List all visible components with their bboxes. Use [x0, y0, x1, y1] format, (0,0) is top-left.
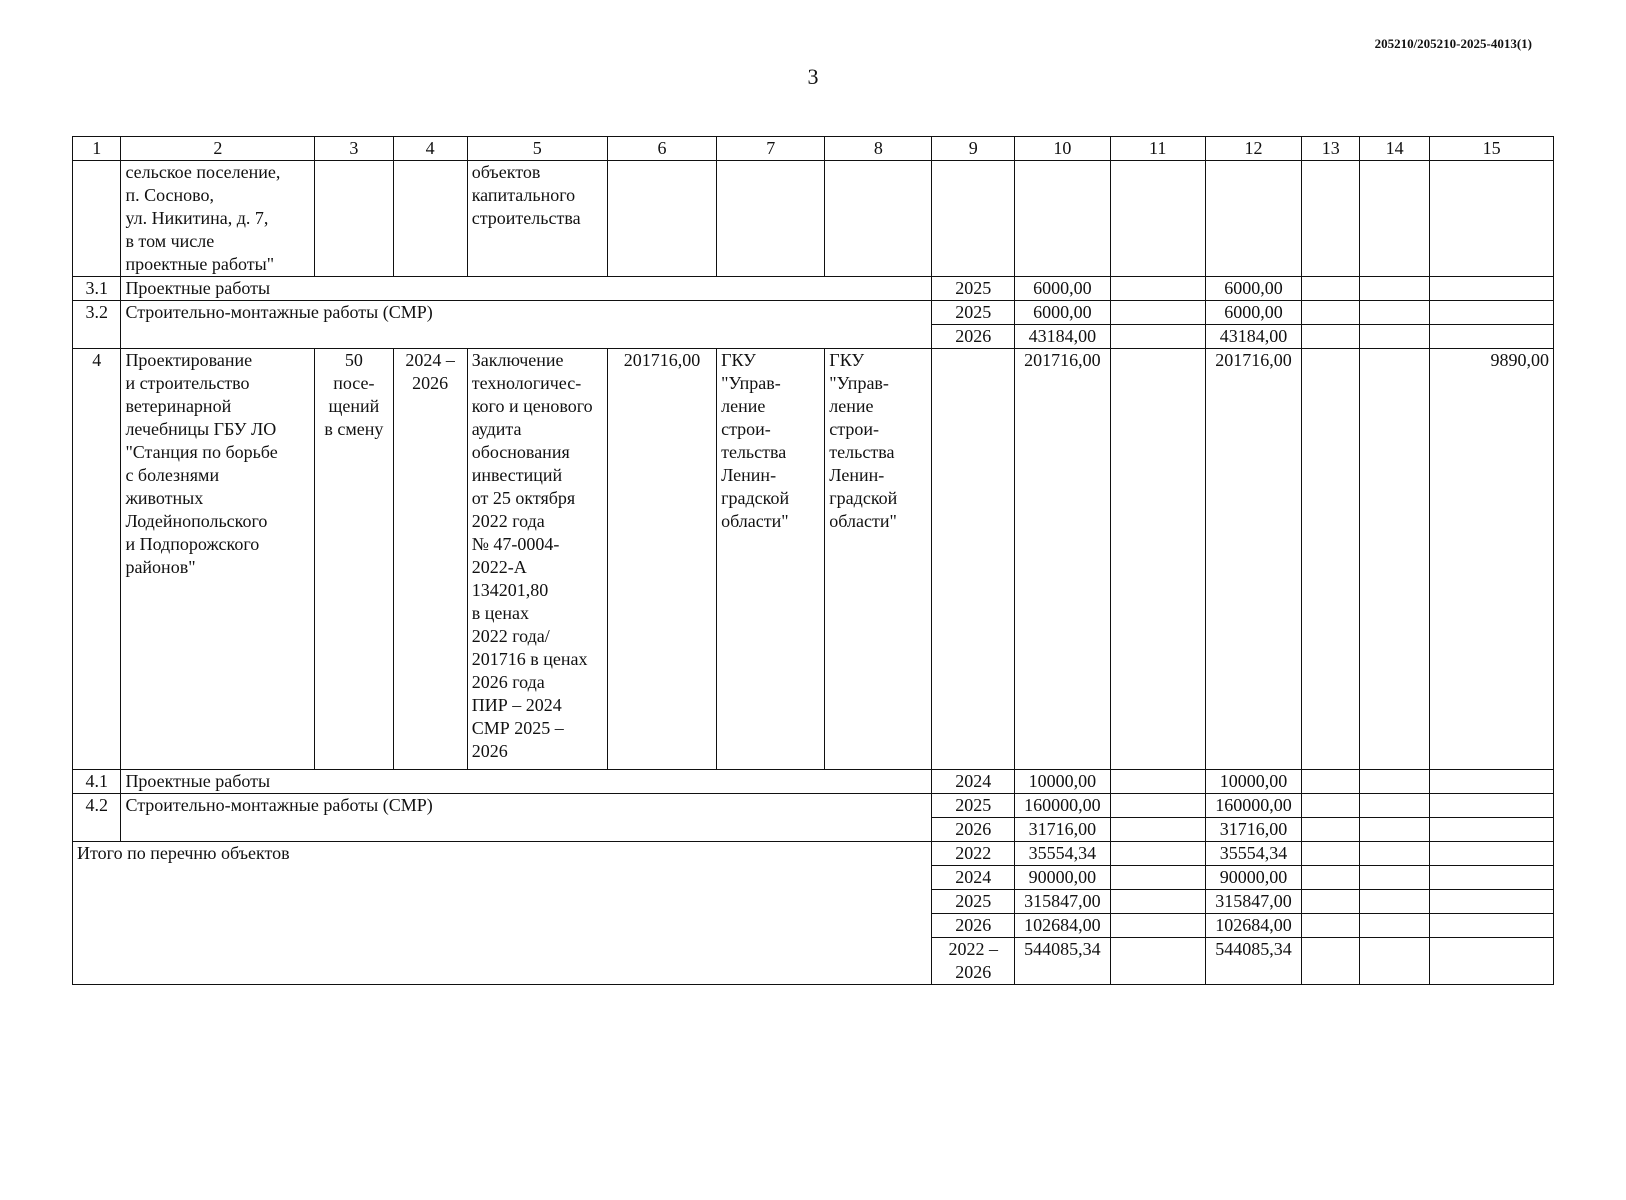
amount-cell: 544085,34	[1205, 938, 1302, 985]
amount-cell: 10000,00	[1014, 770, 1110, 794]
amount-cell: 31716,00	[1014, 818, 1110, 842]
amount-cell: 31716,00	[1205, 818, 1302, 842]
col-header: 12	[1205, 137, 1302, 161]
col-header: 11	[1110, 137, 1205, 161]
row-label: Проектные работы	[121, 770, 932, 794]
table-row	[73, 301, 1554, 325]
document-id: 205210/205210-2025-4013(1)	[1374, 36, 1532, 51]
row-number: 3.2	[73, 301, 121, 349]
amount-cell: 201716,00	[1205, 349, 1302, 770]
amount-cell: 43184,00	[1205, 325, 1302, 349]
col-header: 15	[1430, 137, 1554, 161]
amount-cell: 315847,00	[1205, 890, 1302, 914]
amount-cell: 35554,34	[1205, 842, 1302, 866]
col-header: 3	[315, 137, 393, 161]
amount-cell: 10000,00	[1205, 770, 1302, 794]
year-cell: 2026	[932, 914, 1014, 938]
col-header: 9	[932, 137, 1014, 161]
amount-cell: 6000,00	[1205, 301, 1302, 325]
developer-cell: ГКУ "Управ- ление строи- тельства Ленин- градской области"	[825, 349, 932, 770]
capacity-cell: 50 посе- щений в смену	[315, 349, 393, 770]
col-header: 4	[393, 137, 467, 161]
year-cell: 2025	[932, 890, 1014, 914]
col-header: 6	[607, 137, 716, 161]
cost-cell: 201716,00	[607, 349, 716, 770]
amount-cell: 9890,00	[1430, 349, 1554, 770]
row-number: 4	[73, 349, 121, 770]
amount-cell: 201716,00	[1014, 349, 1110, 770]
object-row	[73, 349, 1554, 770]
continuation-row	[73, 161, 1554, 277]
customer-cell: ГКУ "Управ- ление строи- тельства Ленин- градской области"	[717, 349, 825, 770]
period-cell: 2024 – 2026	[393, 349, 467, 770]
amount-cell: 6000,00	[1014, 301, 1110, 325]
col-header: 1	[73, 137, 121, 161]
total-row	[73, 842, 1554, 866]
year-cell: 2022	[932, 842, 1014, 866]
row-number: 4.1	[73, 770, 121, 794]
amount-cell: 160000,00	[1205, 794, 1302, 818]
col-header: 13	[1302, 137, 1360, 161]
year-cell: 2024	[932, 866, 1014, 890]
row-label: Строительно-монтажные работы (СМР)	[121, 301, 932, 349]
amount-cell: 6000,00	[1014, 277, 1110, 301]
total-label: Итого по перечню объектов	[73, 842, 932, 985]
amount-cell: 90000,00	[1205, 866, 1302, 890]
object-name: Проектирование и строительство ветеринарной лечебницы ГБУ ЛО "Станция по борьбе с болезнями животных Лодейнопольского и Подпорожского районов"	[121, 349, 315, 770]
row-label: Строительно-монтажные работы (СМР)	[121, 794, 932, 842]
page-number: 3	[807, 64, 819, 89]
year-cell: 2026	[932, 818, 1014, 842]
year-cell: 2026	[932, 325, 1014, 349]
basis-cont: объектов капитального строительства	[467, 161, 607, 277]
amount-cell: 35554,34	[1014, 842, 1110, 866]
row-number: 3.1	[73, 277, 121, 301]
amount-cell: 160000,00	[1014, 794, 1110, 818]
col-header: 14	[1360, 137, 1430, 161]
objects-table	[72, 136, 1554, 985]
year-cell: 2025	[932, 301, 1014, 325]
table-row	[73, 277, 1554, 301]
table-row	[73, 770, 1554, 794]
col-header: 2	[121, 137, 315, 161]
table-row	[73, 794, 1554, 818]
amount-cell: 315847,00	[1014, 890, 1110, 914]
header-row	[73, 137, 1554, 161]
amount-cell: 90000,00	[1014, 866, 1110, 890]
amount-cell: 102684,00	[1205, 914, 1302, 938]
amount-cell: 6000,00	[1205, 277, 1302, 301]
col-header: 8	[825, 137, 932, 161]
amount-cell: 102684,00	[1014, 914, 1110, 938]
year-cell: 2025	[932, 794, 1014, 818]
basis-cell: Заключение технологичес- кого и ценового аудита обоснования инвестиций от 25 октября 2022 года № 47-0004- 2022-А 134201,80 в ценах 2022 года/ 201716 в ценах 2026 года ПИР – 2024 СМР 2025 – 2026	[467, 349, 607, 770]
year-cell: 2025	[932, 277, 1014, 301]
col-header: 10	[1014, 137, 1110, 161]
amount-cell: 43184,00	[1014, 325, 1110, 349]
row-number: 4.2	[73, 794, 121, 842]
object-name-cont: сельское поселение, п. Сосново, ул. Никитина, д. 7, в том числе проектные работы"	[121, 161, 315, 277]
amount-cell: 544085,34	[1014, 938, 1110, 985]
year-cell: 2024	[932, 770, 1014, 794]
col-header: 7	[717, 137, 825, 161]
year-cell: 2022 – 2026	[932, 938, 1014, 985]
row-label: Проектные работы	[121, 277, 932, 301]
col-header: 5	[467, 137, 607, 161]
